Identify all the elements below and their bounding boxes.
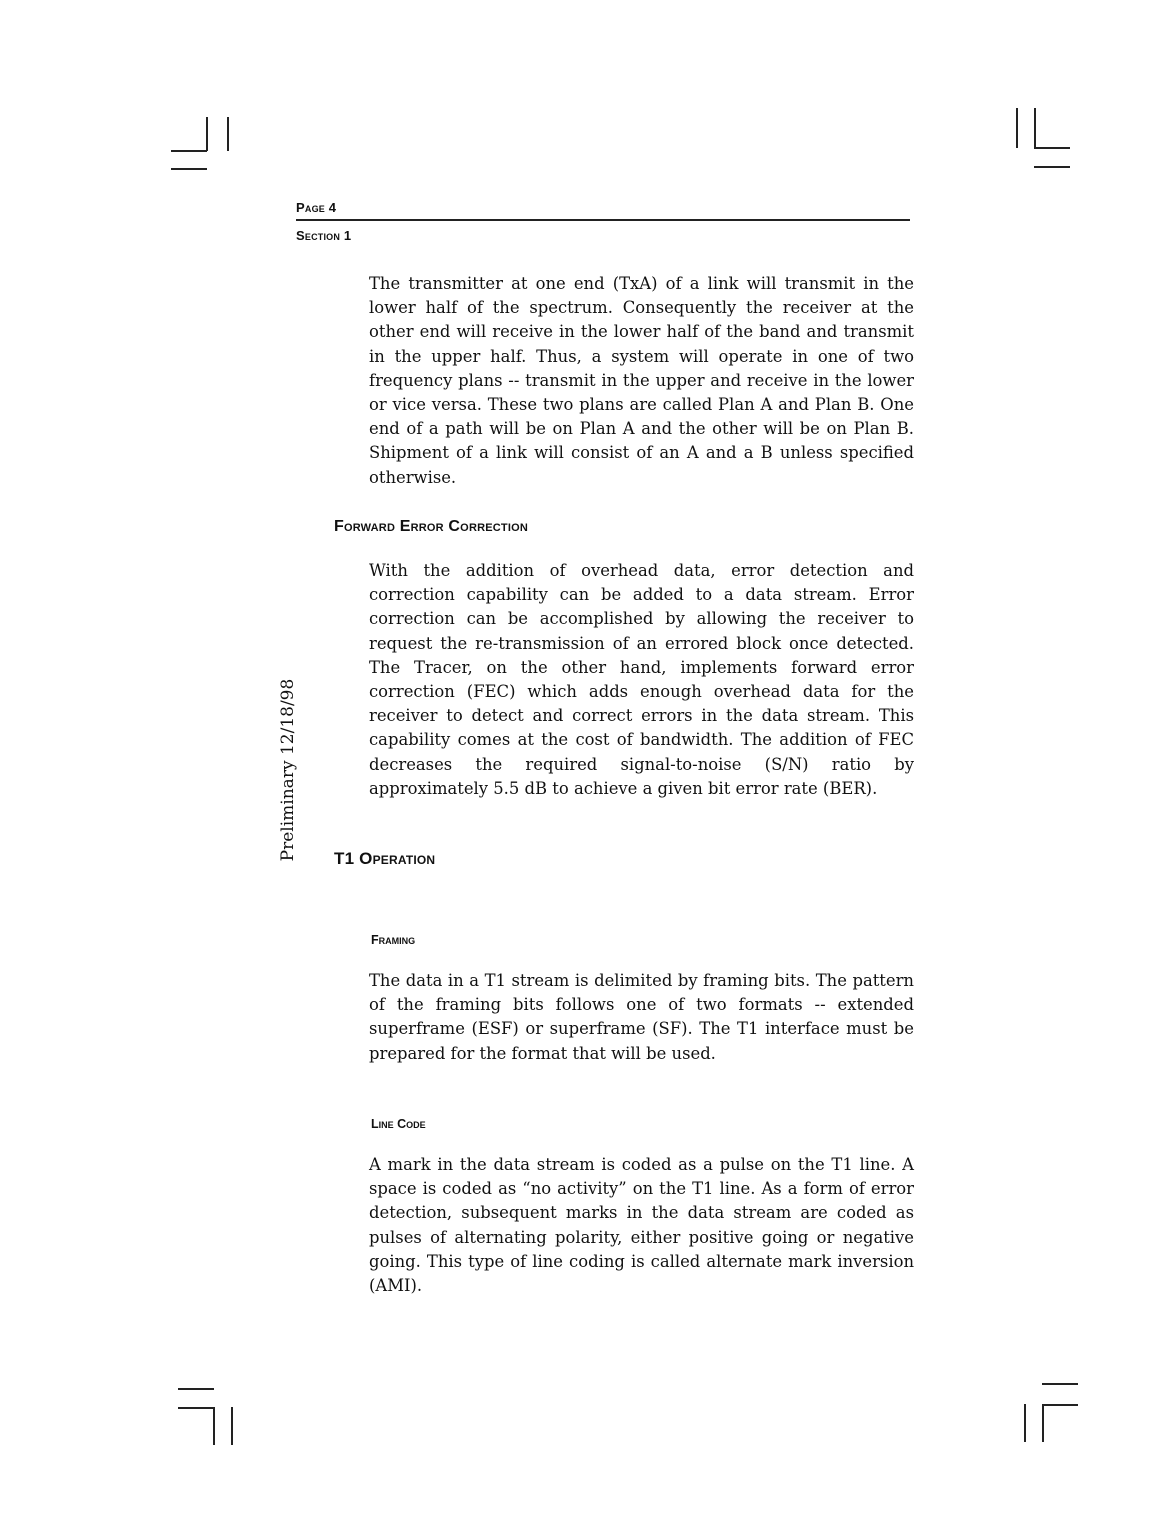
section-label: Section 1 xyxy=(296,228,352,243)
t1-operation-heading: T1 Operation xyxy=(334,849,436,868)
fec-heading: Forward Error Correction xyxy=(334,518,528,535)
preliminary-date-note: Preliminary 12/18/98 xyxy=(278,678,298,862)
page-number: Page 4 xyxy=(296,200,337,215)
framing-heading: Framing xyxy=(371,933,416,947)
line-code-heading: Line Code xyxy=(371,1117,426,1131)
framing-paragraph: The data in a T1 stream is delimited by framing bits. The pattern of the framing bits follows one of two formats -- extended superframe (ESF) or superframe (SF). The T1 interface must be prepared for the format that will be used. xyxy=(369,971,914,1063)
line-code-paragraph: A mark in the data stream is coded as a pulse on the T1 line. A space is coded as “no activity” on the T1 line. As a form of error detection, subsequent marks in the data stream are coded as pulses of alternating polarity, either positive going or negative going. This type of line coding is called alternate mark inversion (AMI). xyxy=(369,1155,914,1296)
intro-paragraph: The transmitter at one end (TxA) of a link will transmit in the lower half of the spectrum. Consequently the receiver at the other end will receive in the lower half of the band and transmit in the upper half. Thus, a system will operate in one of two frequency plans -- transmit in the upper and receive in the lower or vice versa. These two plans are called Plan A and Plan B. One end of a path will be on Plan A and the other will be on Plan B. Shipment of a link will consist of an A and a B unless specified otherwise. xyxy=(369,274,914,487)
fec-paragraph: With the addition of overhead data, error detection and correction capability can be added to a data stream. Error correction can be accomplished by allowing the receiver to request the re-transmission of an errored block once detected. The Tracer, on the other hand, implements forward error correction (FEC) which adds enough overhead data for the receiver to detect and correct errors in the data stream. This capability comes at the cost of bandwidth. The addition of FEC decreases the required signal-to-noise (S/N) ratio by approximately 5.5 dB to achieve a given bit error rate (BER). xyxy=(369,561,914,798)
header-rule xyxy=(296,219,910,221)
